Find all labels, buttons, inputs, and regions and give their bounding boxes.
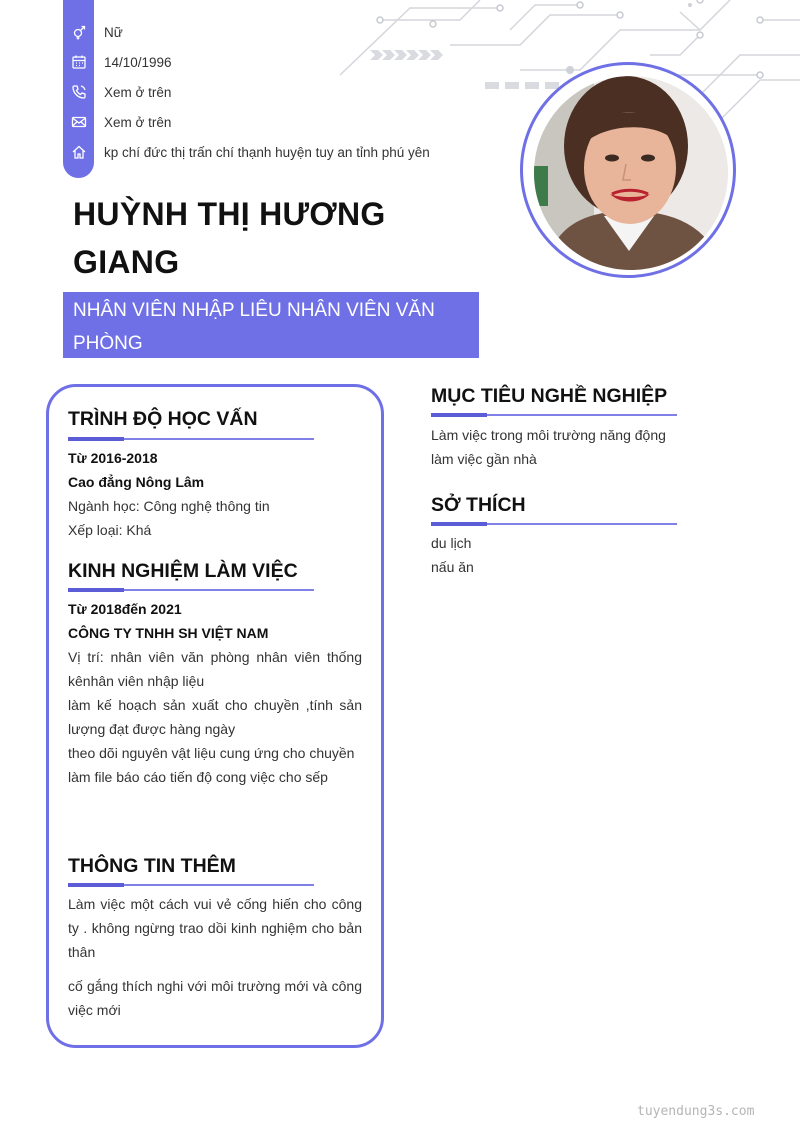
hobby-item: nấu ăn: [431, 559, 474, 575]
objective-line: làm việc gần nhà: [431, 451, 537, 467]
objective-divider: [431, 414, 677, 416]
phone-icon: [63, 77, 94, 107]
experience-heading: KINH NGHIỆM LÀM VIỆC: [68, 560, 298, 582]
hobbies-heading: SỞ THÍCH: [431, 494, 526, 516]
calendar-icon: [63, 47, 94, 77]
mail-icon: [63, 107, 94, 137]
email-text: Xem ở trên: [104, 114, 172, 130]
site-watermark: tuyendung3s.com: [637, 1104, 755, 1119]
hobby-item: du lịch: [431, 535, 472, 551]
experience-position: Vị trí: nhân viên văn phòng nhân viên thống kênhân viên nhập liệu: [68, 649, 362, 689]
objective-heading: MỤC TIÊU NGHỀ NGHIỆP: [431, 385, 668, 407]
additional-paragraph: cố gắng thích nghi với môi trường mới và công việc mới: [68, 978, 362, 1018]
gender-text: Nữ: [104, 24, 123, 40]
additional-heading: THÔNG TIN THÊM: [68, 855, 236, 877]
education-major: Ngành học: Công nghệ thông tin: [68, 498, 270, 514]
experience-divider: [68, 589, 314, 591]
phone-text: Xem ở trên: [104, 84, 172, 100]
education-school: Cao đẳng Nông Lâm: [68, 474, 205, 490]
avatar: [534, 76, 728, 270]
hobbies-divider: [431, 523, 677, 525]
experience-duty: làm kế hoạch sản xuất cho chuyền ,tính sản lượng đạt được hàng ngày: [68, 697, 362, 737]
dob-text: 14/10/1996: [104, 54, 172, 70]
contact-address-row: [63, 137, 563, 167]
job-title: NHÂN VIÊN NHẬP LIÊU NHÂN VIÊN VĂN PHÒNG: [63, 292, 479, 358]
additional-divider: [68, 884, 314, 886]
objective-line: Làm việc trong môi trường năng động: [431, 427, 666, 443]
education-period: Từ 2016-2018: [68, 450, 158, 466]
additional-paragraph: Làm việc một cách vui vẻ cống hiến cho công ty . không ngừng trao dồi kinh nghiệm cho bản thân: [68, 896, 362, 960]
experience-period: Từ 2018đến 2021: [68, 601, 182, 617]
contact-dob-row: [63, 47, 563, 77]
gender-icon: [63, 17, 94, 47]
experience-duty: theo dõi nguyên vật liệu cung ứng cho chuyền: [68, 745, 355, 761]
education-grade: Xếp loại: Khá: [68, 522, 152, 538]
contact-gender-row: [63, 17, 563, 47]
contact-phone-row: [63, 77, 563, 107]
experience-company: CÔNG TY TNHH SH VIỆT NAM: [68, 625, 269, 641]
education-divider: [68, 438, 314, 440]
home-icon: [63, 137, 94, 167]
address-text: kp chí đức thị trấn chí thạnh huyện tuy an tỉnh phú yên: [104, 144, 430, 160]
contact-email-row: [63, 107, 563, 137]
education-heading: TRÌNH ĐỘ HỌC VẤN: [68, 408, 258, 430]
candidate-name: HUỲNH THỊ HƯƠNG GIANG: [73, 196, 386, 280]
experience-duty: làm file báo cáo tiến độ cong việc cho sếp: [68, 769, 328, 785]
